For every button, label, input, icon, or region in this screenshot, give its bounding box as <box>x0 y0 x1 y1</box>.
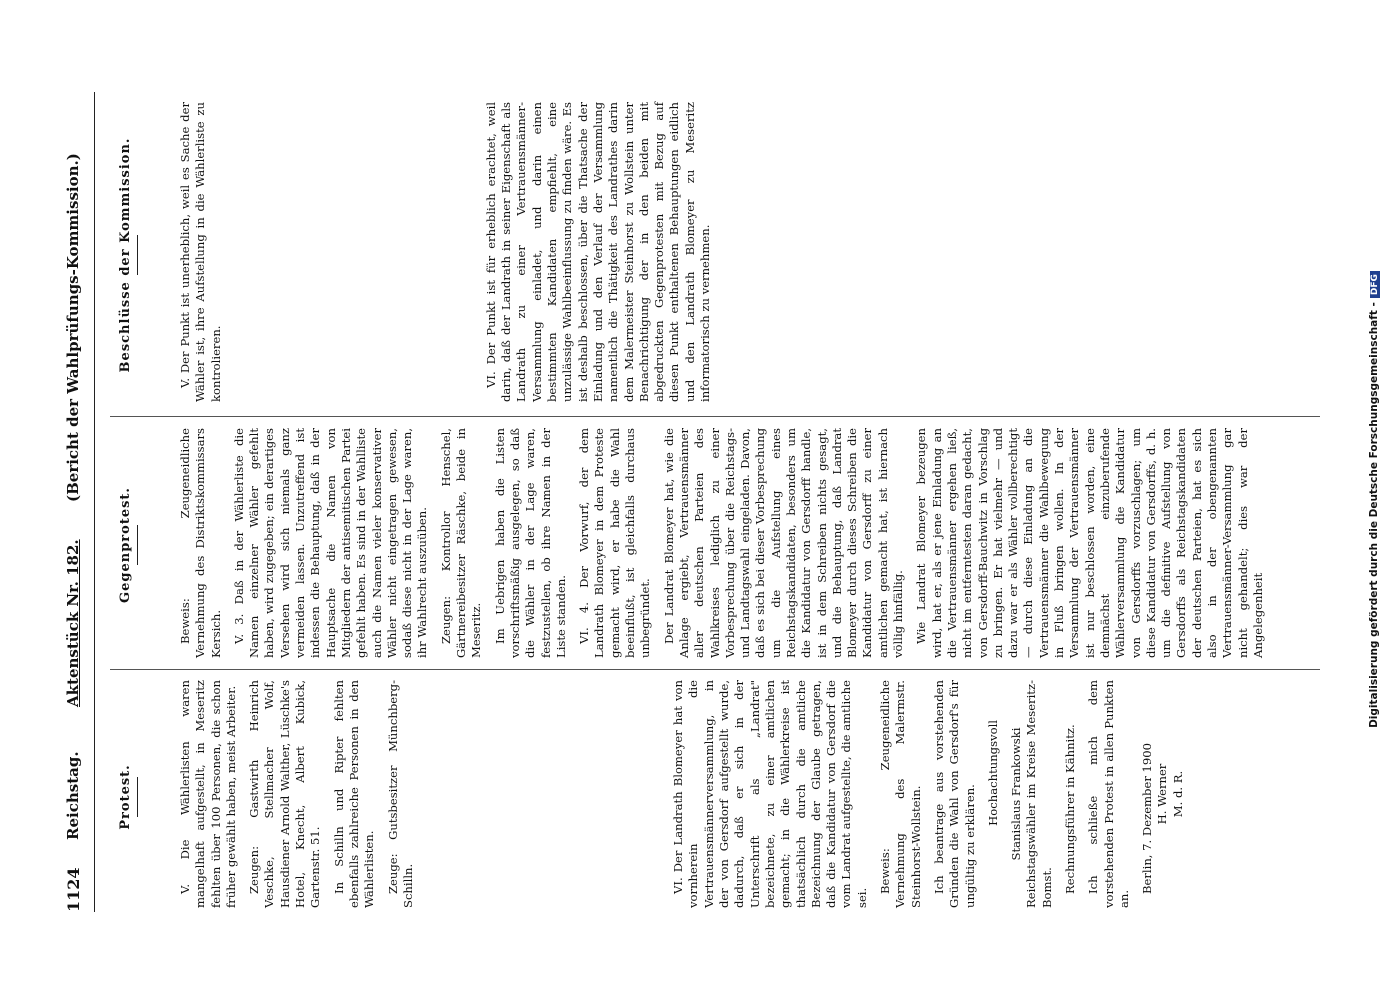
gegenprotest-heading: Gegenprotest. <box>118 430 138 660</box>
protest-paragraph: In Schilln und Ripter fehlten ebenfalls zahlreiche Personen in den Wählerlisten. <box>331 680 377 908</box>
protest-paragraph: V. Die Wählerlisten waren mangelhaft aufgestellt, in Meseritz fehlten über 100 Personen, die schon früher gewählt haben, meist Arbeiter. <box>178 680 238 908</box>
header-rule <box>94 92 95 912</box>
protest-paragraph: Ich beantrage aus vorstehenden Gründen die Wahl von Gersdorf's für ungültig zu erklären. <box>931 680 977 908</box>
digitization-credit: Digitalisierung gefördert durch die Deutsche Forschungsgemeinschaft -DFG <box>1368 7 1388 992</box>
protest-paragraph: Reichstagswähler im Kreise Meseritz-Bomst. <box>1024 680 1054 908</box>
header-title: Aktenstück Nr. 182. <box>64 539 82 707</box>
gegenprotest-paragraph: Beweis: Zeugeneidliche Vernehmung des Distriktskommissars Kersich. <box>178 428 223 658</box>
protest-paragraph: Zeuge: Gutsbesitzer Münchberg-Schilln. <box>385 680 415 908</box>
gegenprotest-paragraph: Im Uebrigen haben die Listen vorschriftsmäßig ausgelegen, so daß die Wähler in der Lage waren, festzustellen, ob ihre Namen in der Liste standen. <box>492 428 568 658</box>
protest-paragraph: Beweis: Zeugeneidliche Vernehmung des Malermstr. Steinhorst-Wollstein. <box>878 680 923 908</box>
header-right: (Bericht der Wahlprüfungs-Kommission.) <box>64 153 82 502</box>
protest-heading: Protest. <box>118 682 138 912</box>
gegenprotest-paragraph: VI. 4. Der Vorwurf, der dem Landrath Blomeyer in dem Proteste gemacht wird, er habe die Wahl beeinflußt, ist gleichfalls durchaus unbegründet. <box>577 428 653 658</box>
column-separator <box>110 669 1320 670</box>
gegenprotest-paragraph: Der Landrat Blomeyer hat, wie die Anlage ergiebt, Vertrauensmänner aller deutschen Parteien des Wahlkreises lediglich zu einer Vorbesprechung über die Reichstags- und Landtagswahl eingeladen. Davon, daß es sich bei dieser Vorbesprechung um die Aufstellung eines Reichstagskandidaten, besonders um die Kandidatur von Gersdorff handle, ist in dem Schreiben nichts gesagt, und die Behauptung, daß Landrat Blomeyer durch dieses Schreiben die Kandidatur von Gersdorff zu einer amtlichen gemacht hat, ist hiernach völlig hinfällig. <box>661 428 906 658</box>
header-left: Reichstag. <box>64 751 82 840</box>
protest-signature: M. d. R. <box>1170 770 1185 818</box>
gegenprotest-column <box>170 428 1266 658</box>
protest-closing: Hochachtungsvoll <box>985 720 1000 826</box>
beschluesse-paragraph: V. Der Punkt ist unerheblich, weil es Sache der Wähler ist, ihre Aufstellung in die Wählerliste zu kontrolieren. <box>178 102 223 402</box>
page-header <box>56 42 96 912</box>
dfg-logo-badge: DFG <box>1370 271 1380 298</box>
protest-paragraph: Zeugen: Gastwirth Heinrich Veschke, Stellmacher Wolf, Hausdiener Arnold Walther, Lüschke's Hotel, Knecht, Albert Kubick, Gartenstr. 51. <box>247 680 323 908</box>
gegenprotest-paragraph: Zeugen: Kontrollor Henschel, Gärtnereibesitzer Räschke, beide in Meseritz. <box>438 428 484 658</box>
column-separator <box>110 416 1320 417</box>
protest-paragraph: VI. Der Landrath Blomeyer hat von vornherein die Vertrauensmännerversammlung, in der von Gersdorf aufgestellt wurde, dadurch, daß er sich in der Unterschrift als „Landrat" bezeichnete, zu einer amtlichen gemacht; in die Wählerkreise ist thatsächlich durch die amtliche Bezeichnung der Glaube getragen, daß die Kandidatur von Gersdorf die vom Landrat aufgestellte, die amtliche sei. <box>671 680 869 908</box>
beschluesse-column <box>170 102 713 402</box>
protest-signature: H. Werner <box>1155 763 1170 825</box>
protest-signature: Stanislaus Frankowski <box>1009 727 1024 861</box>
page-number: 1124 <box>64 867 83 912</box>
protest-paragraph: Rechnungsführer in Kähnitz. <box>1062 724 1077 894</box>
beschluesse-paragraph: VI. Der Punkt ist für erheblich erachtet, weil darin, daß der Landrath in seiner Eigenschaft als Landrath zu einer Vertrauensmänner-Versammlung einladet, und darin einen bestimmten Kandidaten empfiehlt, eine unzulässige Wahlbeeinflussung zu finden wäre. Es ist deshalb beschlossen, über die Thatsache der Einladung und den Verlauf der Versammlung namentlich die Thätigkeit des Landrathes darin dem Malermeister Steinhorst zu Wollstein unter Benachrichtigung der in den beiden mit abgedruckten Gegenprotesten mit Bezug auf diesen Punkt enthaltenen Behauptungen eidlich und den Landrath Blomeyer zu Meseritz informatorisch zu vernehmen. <box>483 102 713 402</box>
beschluesse-heading: Beschlüsse der Kommission. <box>118 105 138 405</box>
protest-date: Berlin, 7. Dezember 1900 <box>1140 742 1155 894</box>
protest-column <box>170 680 1186 908</box>
protest-paragraph: Ich schließe mich dem vorstehenden Protest in allen Punkten an. <box>1086 680 1131 908</box>
gegenprotest-paragraph: Wie Landrat Blomeyer bezeugen wird, hat er, als er jene Einladung an die Vertrauensmänner ergehen ließ, nicht im entferntesten daran gedacht, von Gersdorff-Bauchwitz in Vorschlag zu bringen. Er hat vielmehr — und dazu war er als Wähler vollberechtigt — durch diese Einladung an die Vertrauensmänner die Wahlbewegung in Fluß bringen wollen. In der Versammlung der Vertrauensmänner ist nur beschlossen worden, eine demnächst einzuberufende Wählerversammlung die Kandidatur von Gersdorffs vorzuschlagen; um diese Kandidatur von Gersdorffs, d. h. um die definitive Aufstellung von Gersdorffs als Reichstagskandidaten der deutschen Parteien, hat es sich also in der obengenannten Vertrauensmänner-Versammlung gar nicht gehandelt; dies war der Angelegenheit <box>914 428 1265 658</box>
gegenprotest-paragraph: V. 3. Daß in der Wählerliste die Namen einzelner Wähler gefehlt haben, wird zugegeben; ein derartiges Versehen wird sich niemals ganz vermeiden lassen. Unzutreffend ist indessen die Behauptung, daß in der Hauptsache die Namen von Mitgliedern der antisemitischen Partei gefehlt haben. Es sind in der Wahlliste auch die Namen vieler konservativer Wähler nicht eingetragen gewesen, sodaß diese nicht in der Lage waren, ihr Wahlrecht auszuüben. <box>231 428 430 658</box>
